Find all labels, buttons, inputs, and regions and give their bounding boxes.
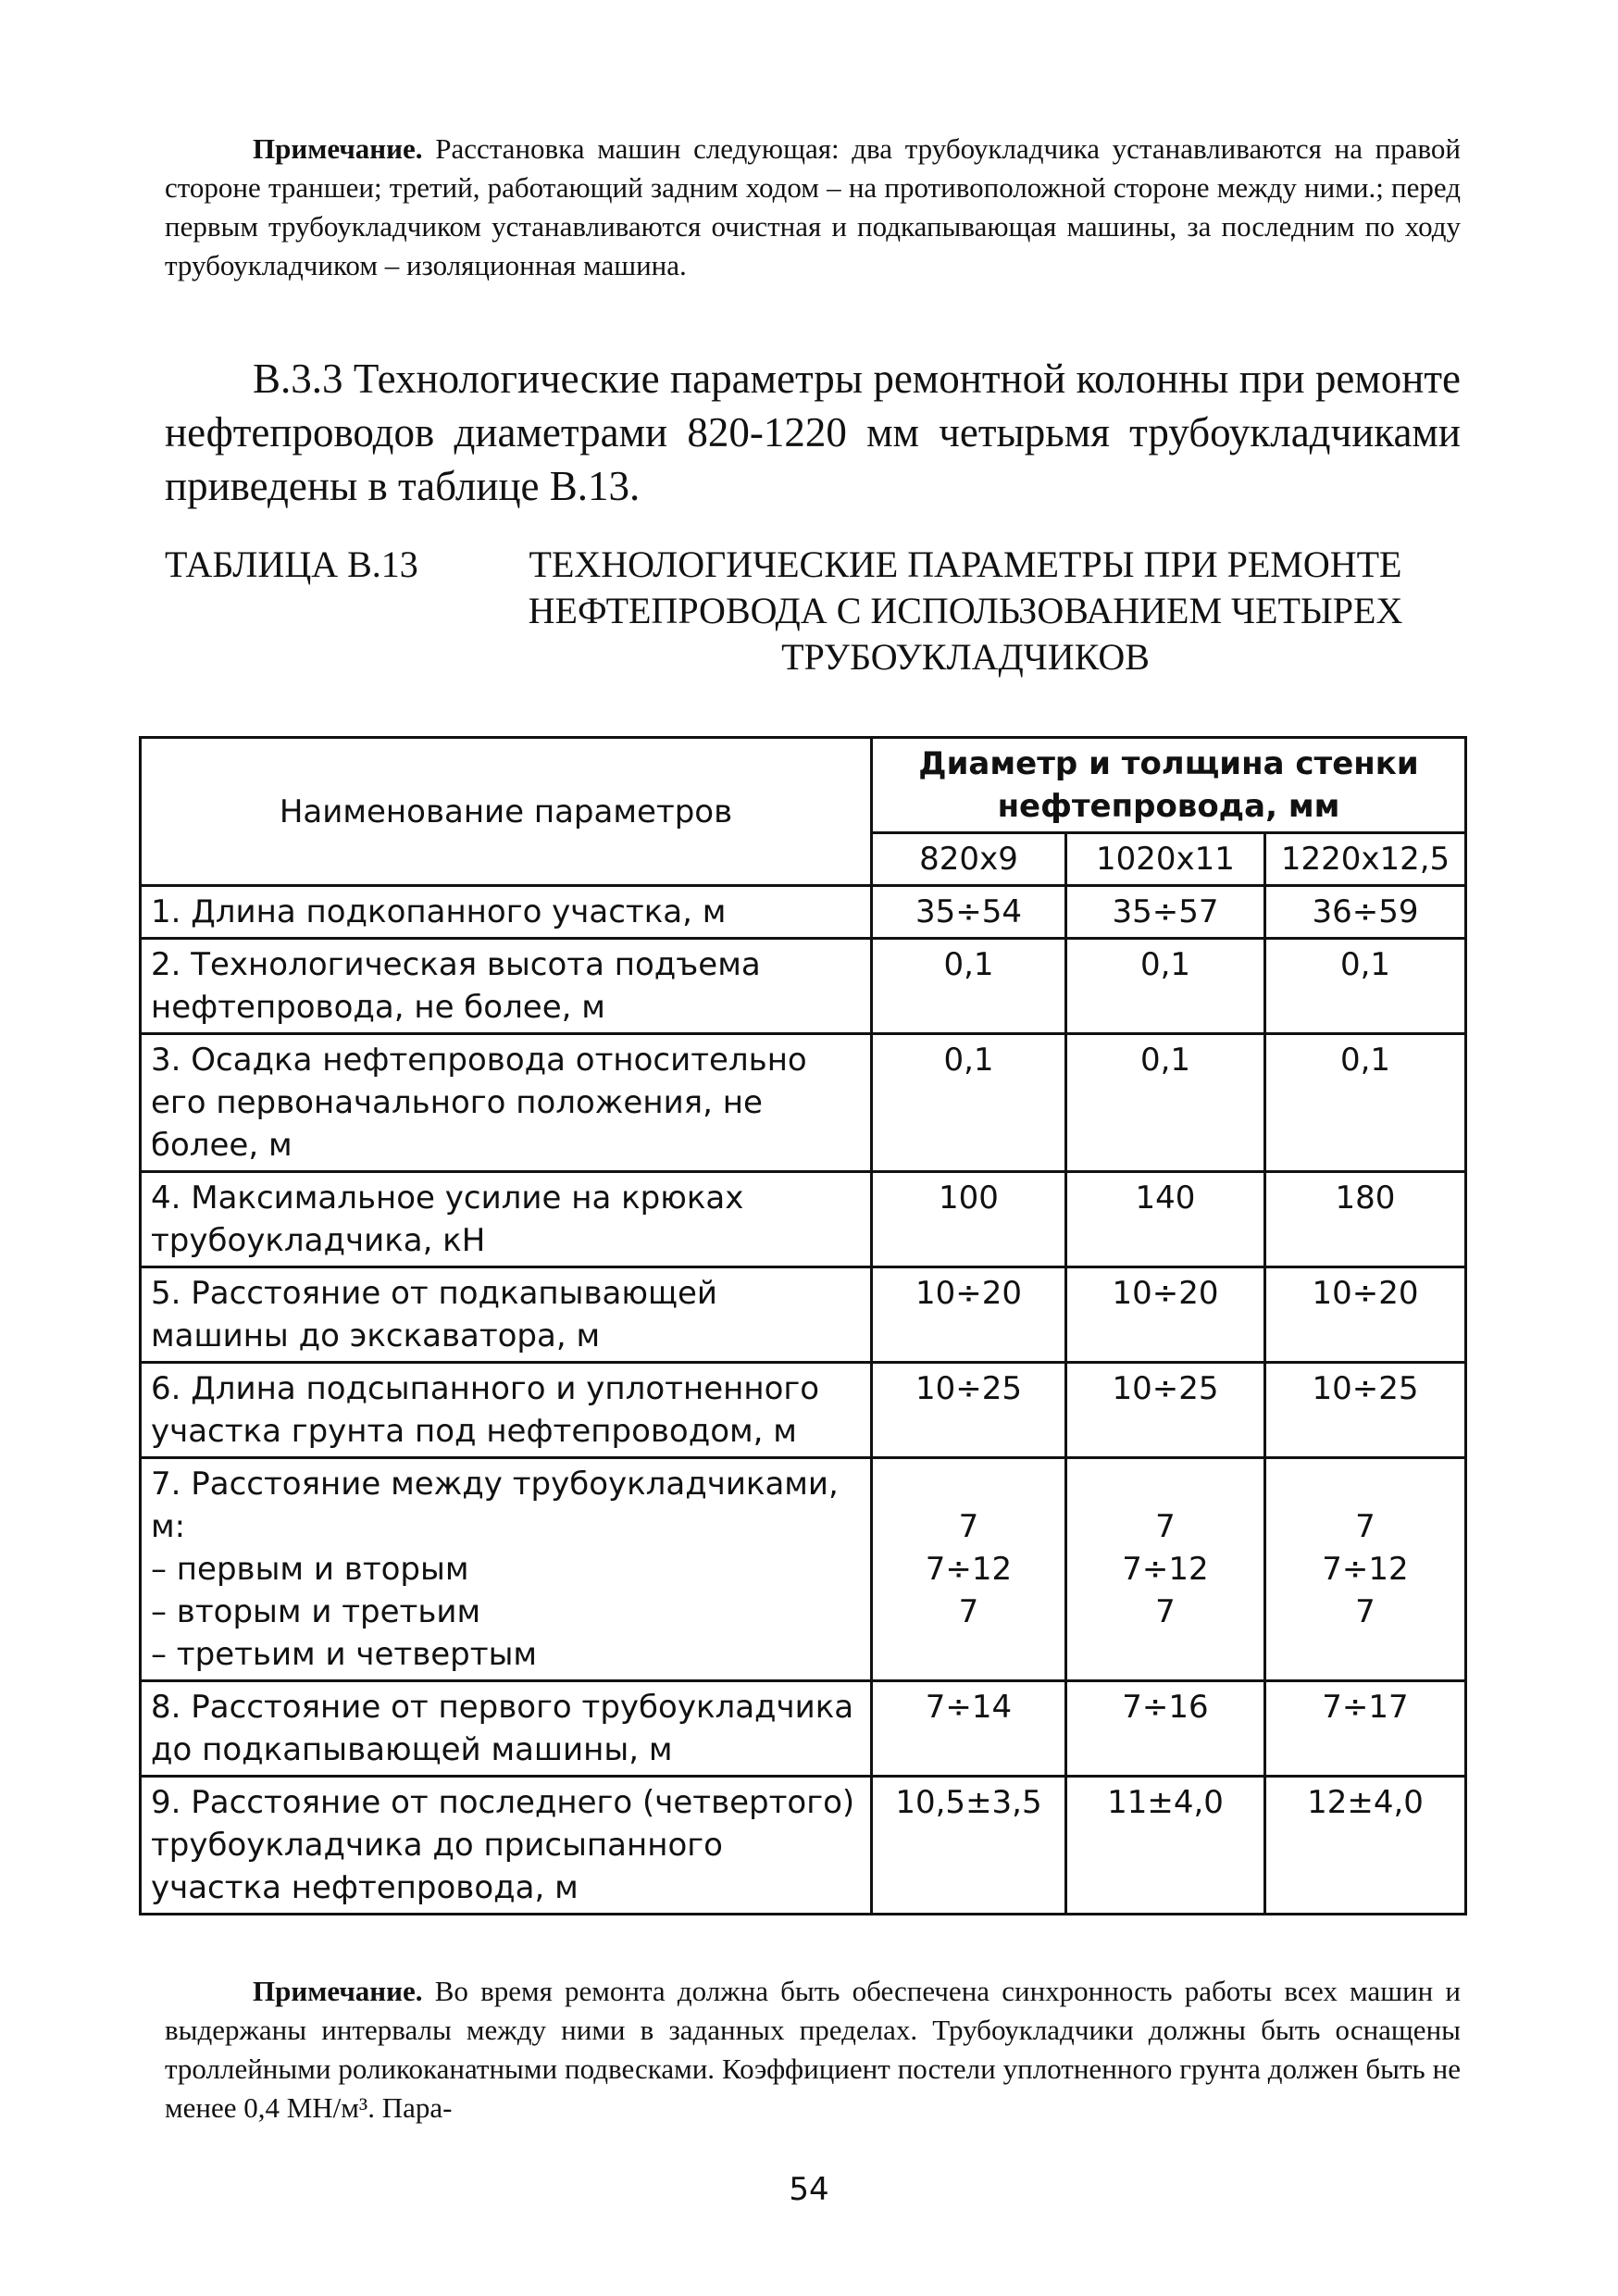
row-7-sub-label: – третьим и четвертым (151, 1636, 538, 1673)
table-row (141, 1172, 1466, 1267)
header-parameter-name: Наименование параметров (141, 738, 872, 886)
row-7-values (1265, 1458, 1466, 1681)
row-7-values (872, 1458, 1066, 1681)
page-number: 54 (789, 2171, 829, 2208)
note-top-label: Примечание. (253, 132, 423, 165)
row-value: 140 (1066, 1172, 1265, 1267)
row-value: 7 (958, 1593, 979, 1630)
note-top-text: Расстановка машин следующая: два трубоукладчика устанавливаются на правой стороне траншеи; третий, работающий задним ходом – на противоположной стороне между ними.; перед первым трубоукладчиком устанавливаются очистная и подкапывающая машины, за последним по ходу трубоукладчиком – изоляционная машина. (165, 132, 1462, 281)
row-value: 35÷57 (1066, 886, 1265, 939)
header-col-1020: 1020х11 (1066, 833, 1265, 886)
table-title-label: ТАБЛИЦА В.13 (165, 543, 418, 585)
note-bottom-label: Примечание. (253, 1975, 423, 2007)
row-value: 7÷12 (925, 1551, 1013, 1588)
row-value: 7 (1155, 1508, 1176, 1545)
table-row (141, 1363, 1466, 1458)
row-value: 7÷12 (1322, 1551, 1409, 1588)
table-row (141, 1034, 1466, 1172)
row-value: 12±4,0 (1265, 1777, 1466, 1915)
row-value: 10÷25 (872, 1363, 1066, 1458)
row-value: 7÷17 (1265, 1681, 1466, 1777)
row-7-sub-label: – вторым и третьим (151, 1593, 481, 1630)
header-col-1220: 1220х12,5 (1265, 833, 1466, 886)
table-row (141, 1267, 1466, 1363)
row-value: 0,1 (872, 939, 1066, 1034)
row-value: 10÷25 (1066, 1363, 1265, 1458)
table-row (141, 886, 1466, 939)
row-name: 2. Технологическая высота подъема нефтепровода, не более, м (141, 939, 872, 1034)
header-col-820: 820х9 (872, 833, 1066, 886)
row-value: 0,1 (1265, 939, 1466, 1034)
row-value: 7 (958, 1508, 979, 1545)
row-7-sub-label: – первым и вторым (151, 1551, 469, 1588)
row-value: 7 (1155, 1593, 1176, 1630)
table-row (141, 939, 1466, 1034)
section-paragraph: В.3.3 Технологические параметры ремонтной колонны при ремонте нефтепроводов диаметрами 820-1220 мм четырьмя трубоукладчиками приведены в таблице В.13. (165, 356, 1461, 509)
row-7-values (1066, 1458, 1265, 1681)
row-7-name (141, 1458, 872, 1681)
note-bottom-text: Во время ремонта должна быть обеспечена синхронность работы всех машин и выдержаны интервалы между ними в заданных пределах. Трубоукладчики должны быть оснащены троллейными роликоканатными подвесками. Коэффициент постели уплотненного грунта должен быть не менее 0,4 МН/м³. Пара- (165, 1975, 1462, 2124)
note-bottom (165, 1972, 1461, 2128)
row-value: 10÷25 (1265, 1363, 1466, 1458)
row-value: 0,1 (1265, 1034, 1466, 1172)
note-top (165, 130, 1461, 285)
row-value: 35÷54 (872, 886, 1066, 939)
row-value: 36÷59 (1265, 886, 1466, 939)
row-value: 100 (872, 1172, 1066, 1267)
table-row (141, 1777, 1466, 1915)
header-diameter-group: Диаметр и толщина стенки нефтепровода, мм (872, 738, 1466, 833)
row-value: 7 (1355, 1508, 1375, 1545)
row-name: 5. Расстояние от подкапывающей машины до экскаватора, м (141, 1267, 872, 1363)
row-value: 7 (1355, 1593, 1375, 1630)
row-value: 7÷12 (1122, 1551, 1209, 1588)
row-value: 0,1 (872, 1034, 1066, 1172)
row-value: 7÷16 (1066, 1681, 1265, 1777)
table-row (141, 1681, 1466, 1777)
row-value: 10÷20 (1066, 1267, 1265, 1363)
parameters-table (139, 736, 1467, 1915)
row-name: 8. Расстояние от первого трубоукладчика до подкапывающей машины, м (141, 1681, 872, 1777)
row-value: 180 (1265, 1172, 1466, 1267)
row-name: 6. Длина подсыпанного и уплотненного участка грунта под нефтепроводом, м (141, 1363, 872, 1458)
row-7-title: 7. Расстояние между трубоукладчиками, м: (151, 1466, 839, 1545)
row-name: 4. Максимальное усилие на крюках трубоукладчика, кН (141, 1172, 872, 1267)
row-value: 0,1 (1066, 939, 1265, 1034)
row-value: 10÷20 (872, 1267, 1066, 1363)
table-title-text: ТЕХНОЛОГИЧЕСКИЕ ПАРАМЕТРЫ ПРИ РЕМОНТЕ НЕФТЕПРОВОДА С ИСПОЛЬЗОВАНИЕМ ЧЕТЫРЕХ ТРУБОУКЛАДЧИКОВ (528, 543, 1403, 678)
row-name: 9. Расстояние от последнего (четвертого) трубоукладчика до присыпанного участка нефтепровода, м (141, 1777, 872, 1915)
row-value: 7÷14 (872, 1681, 1066, 1777)
row-value: 10,5±3,5 (872, 1777, 1066, 1915)
row-value: 10÷20 (1265, 1267, 1466, 1363)
row-name: 3. Осадка нефтепровода относительно его первоначального положения, не более, м (141, 1034, 872, 1172)
row-value: 11±4,0 (1066, 1777, 1265, 1915)
row-name: 1. Длина подкопанного участка, м (141, 886, 872, 939)
row-value: 0,1 (1066, 1034, 1265, 1172)
table-row-7 (141, 1458, 1466, 1681)
